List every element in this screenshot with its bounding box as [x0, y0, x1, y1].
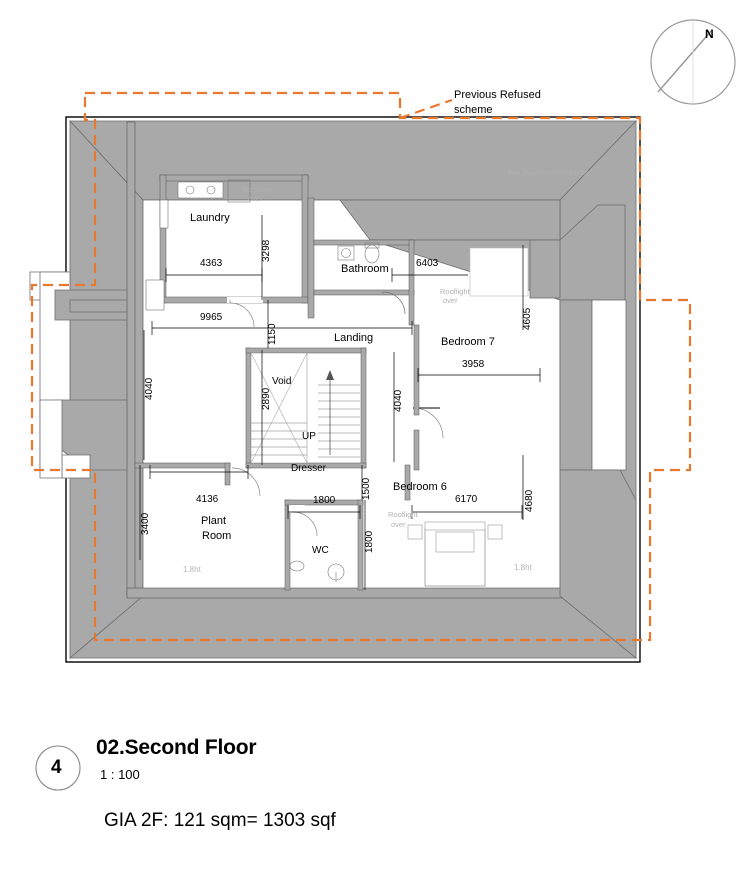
faint-label-rooflight-laundry: Rooflight [243, 185, 273, 194]
room-label-laundry: Laundry [190, 212, 230, 224]
faint-label-height-left: 1.8ht [183, 565, 201, 574]
dimension-6170: 6170 [455, 494, 478, 505]
dimension-4040-right: 4040 [393, 389, 404, 412]
dimension-4040-left: 4040 [144, 377, 155, 400]
faint-label-flat-roof: Flat Roof over GF Level [508, 168, 588, 177]
faint-label-rooflight-bed6: Rooflight [388, 510, 418, 519]
room-label-bathroom: Bathroom [341, 263, 389, 275]
drawing-scale: 1 : 100 [100, 767, 140, 782]
faint-label-height-right: 1.8ht [514, 563, 532, 572]
dimension-3400: 3400 [140, 512, 151, 535]
room-label-void: Void [272, 376, 292, 387]
drawing-tag-number: 4 [51, 757, 62, 778]
room-label-plant: Plant [201, 515, 227, 527]
north-compass [651, 20, 735, 104]
gia-area-note: GIA 2F: 121 sqm= 1303 sqf [104, 810, 336, 831]
faint-label-rooflight-bed7: Rooflight [440, 287, 470, 296]
dimension-2890: 2890 [261, 387, 272, 410]
room-label-plant-room: Room [202, 530, 232, 542]
room-label-wc: WC [312, 545, 329, 556]
room-label-landing: Landing [334, 332, 374, 344]
dimension-6403: 6403 [416, 258, 439, 269]
faint-label-over-bed6: over [391, 520, 406, 529]
dimension-1800-wc: 1800 [364, 530, 375, 553]
dimension-3298: 3298 [261, 239, 272, 262]
dimension-4363: 4363 [200, 258, 223, 269]
north-label: N [705, 27, 714, 41]
dimension-9965: 9965 [200, 312, 223, 323]
room-label-bedroom-6: Bedroom 6 [393, 481, 447, 493]
room-label-up: UP [302, 431, 316, 442]
room-label-bedroom-7: Bedroom 7 [441, 336, 495, 348]
page-title: 02.Second Floor [96, 736, 257, 759]
dimension-1500: 1500 [361, 477, 372, 500]
dimension-4136: 4136 [196, 494, 219, 505]
dimension-1150: 1150 [267, 323, 278, 345]
refused-scheme-note-line1: Previous Refused [454, 89, 541, 101]
dimension-4680: 4680 [524, 489, 535, 512]
refused-scheme-note-line2: scheme [454, 104, 493, 116]
faint-label-over-laundry: over [248, 194, 263, 203]
dimension-1800-dresser: 1800 [313, 495, 336, 506]
dimension-4605: 4605 [522, 307, 533, 330]
faint-label-over-bed7: over [443, 296, 458, 305]
dimension-3958: 3958 [462, 359, 485, 370]
room-label-dresser: Dresser [291, 463, 327, 474]
